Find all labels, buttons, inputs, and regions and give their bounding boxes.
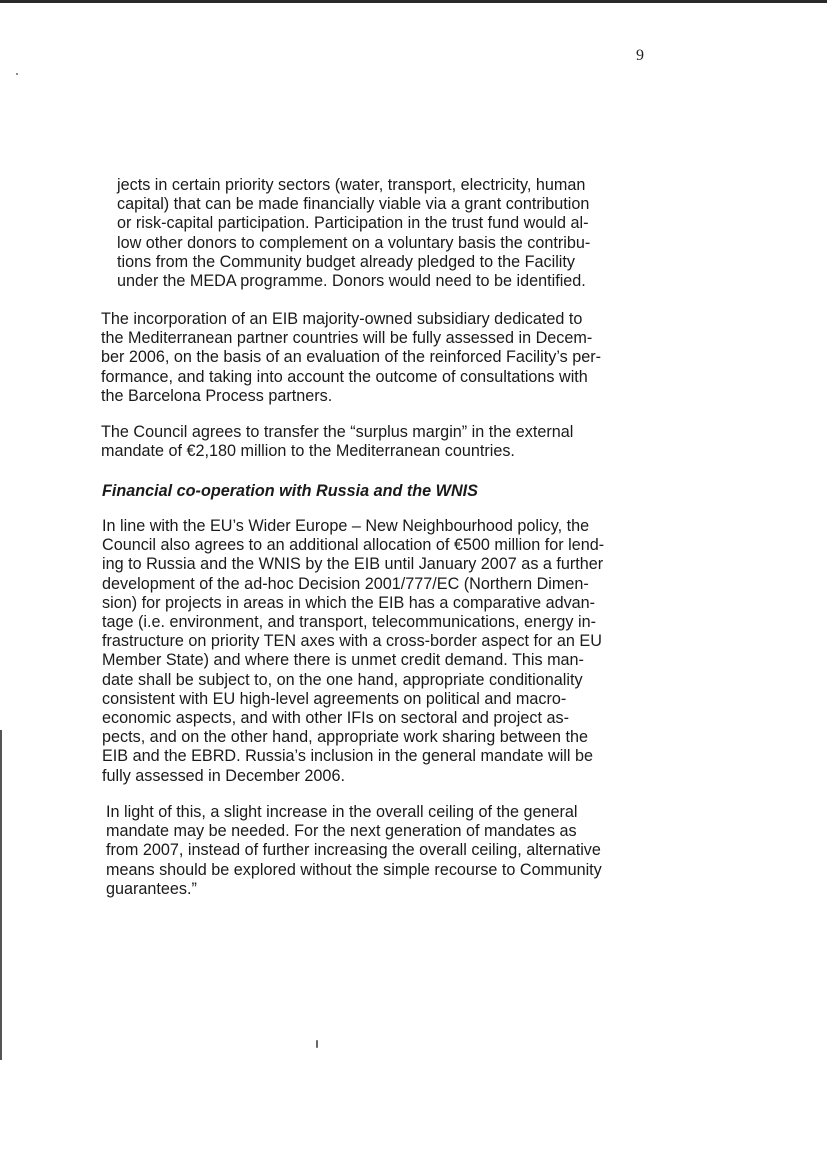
section-heading-russia-wnis: Financial co-operation with Russia and the WNIS: [102, 482, 478, 500]
paragraph-wider-europe: In line with the EU’s Wider Europe – New Neighbourhood policy, the Council also agrees to an additional allocation of €500 million for lend- ing to Russia and the WNIS by the EIB until January 2007 as a further development of the ad-hoc Decision 2001/777/EC (Northern Dimen- sion) for projects in areas in which the EIB has a comparative advan- tage (i.e. environment, and transport, telecommunications, energy in- frastructure on priority TEN axes with a cross-border aspect for an EU Member State) and where there is unmet credit demand. This man- date shall be subject to, on the one hand, appropriate conditionality consistent with EU high-level agreements on political and macro- economic aspects, and with other IFIs on sectoral and project as- pects, and on the other hand, appropriate work sharing between the EIB and the EBRD. Russia’s inclusion in the general mandate will be fully assessed in December 2006.: [102, 517, 605, 785]
scan-speck: [16, 73, 18, 75]
scan-left-edge: [0, 730, 2, 1060]
paragraph-eib-subsidiary: The incorporation of an EIB majority-owned subsidiary dedicated to the Mediterranean partner countries will be fully assessed in Decem- ber 2006, on the basis of an evaluation of the reinforced Facility’s per- formance, and taking into account the outcome of consultations with the Barcelona Process partners.: [101, 310, 602, 405]
paragraph-surplus-margin: The Council agrees to transfer the “surplus margin” in the external mandate of €2,180 million to the Mediterranean countries.: [101, 423, 574, 461]
paragraph-ceiling-increase: In light of this, a slight increase in the overall ceiling of the general mandate may be needed. For the next generation of mandates as from 2007, instead of further increasing the overall ceiling, alternative means should be explored without the simple recourse to Community guarantees.”: [106, 803, 602, 898]
scan-speck: [316, 1040, 318, 1048]
page-number: 9: [636, 47, 644, 64]
top-border-rule: [0, 0, 827, 3]
paragraph-intro-continuation: jects in certain priority sectors (water, transport, electricity, human capital) that can be made financially viable via a grant contribution or risk-capital participation. Participation in the trust fund would al- low other donors to complement on a voluntary basis the contribu- tions from the Community budget already pledged to the Facility under the MEDA programme. Donors would need to be identified.: [117, 176, 591, 291]
